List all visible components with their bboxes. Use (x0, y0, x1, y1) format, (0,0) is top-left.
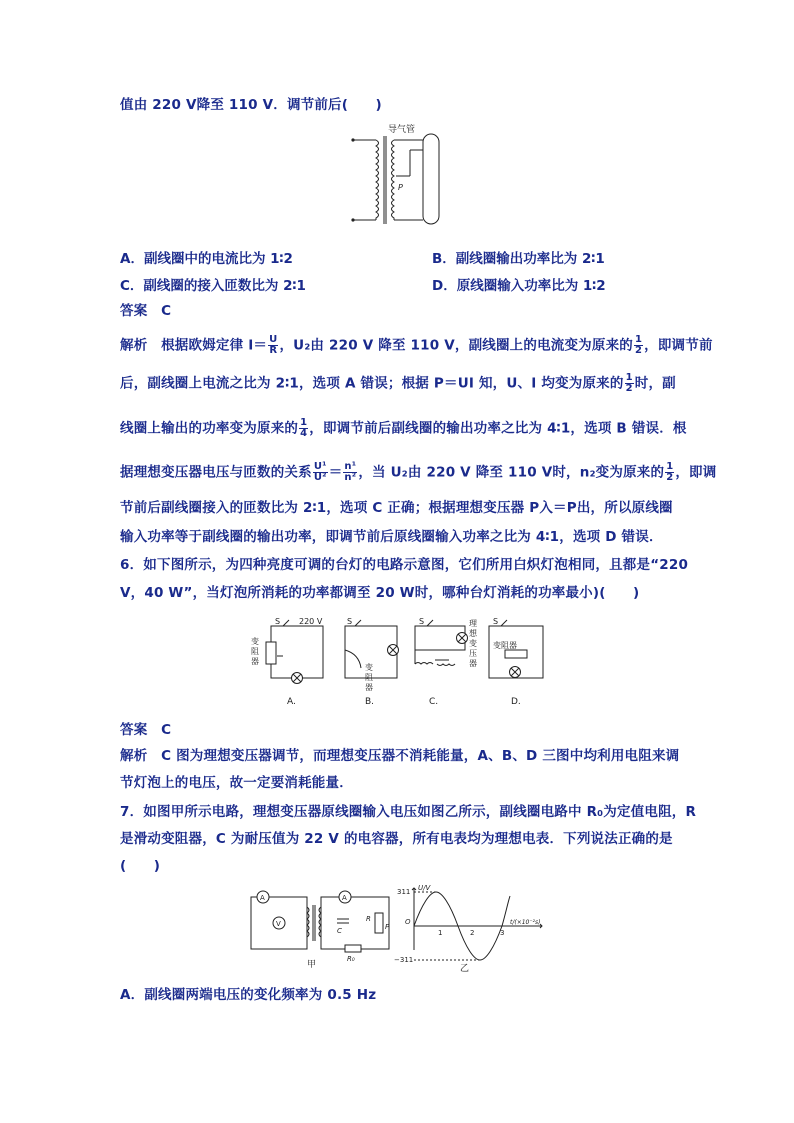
ammeter2-label: A (342, 894, 347, 902)
rheostat-d-label: 变阻器 (493, 641, 517, 650)
q6-lamp-circuits-figure (243, 612, 553, 710)
q5-analysis-line6: 输入功率等于副线圈的输出功率，即调节前后原线圈输入功率之比为 4∶1，选项 D 错误． (120, 529, 663, 545)
fig-c-label: C. (429, 697, 439, 707)
graph-xlabel: t/(×10⁻²s) (510, 919, 541, 926)
rheostat-a-label-2: 阻 (251, 647, 259, 656)
q6-analysis-line2: 节灯泡上的电压，故一定要消耗能量． (120, 775, 353, 791)
graph-ymax: 311 (397, 888, 411, 896)
fig-a-label: A. (287, 697, 296, 707)
q7-voltage-graph-yi (392, 882, 552, 972)
fig-b-label: B. (365, 697, 375, 707)
transformer-c-label-2: 想 (469, 629, 477, 638)
graph-ymin: −311 (394, 956, 414, 964)
q6-stem-line1: 6．如下图所示，为四种亮度可调的台灯的电路示意图，它们所用白炽灯泡相同，且都是“220 (120, 557, 689, 573)
fig-yi-label: 乙 (460, 964, 470, 972)
capacitor-label: C (337, 927, 342, 935)
rheostat-r-label: R (366, 915, 371, 923)
switch-a-label: S (275, 617, 281, 626)
q6-answer: 答案 C (120, 722, 172, 738)
q5-transformer-figure (348, 120, 448, 226)
rheostat-a-label-1: 变 (251, 637, 259, 646)
q7-stem-line3: ( ) (120, 858, 161, 874)
ammeter1-label: A (260, 894, 265, 902)
rheostat-b-label-1: 变 (365, 663, 373, 672)
q5-stem-tail: 值由 220 V降至 110 V．调节前后( ) (120, 97, 382, 113)
transformer-c-label-5: 器 (469, 659, 477, 668)
q5-option-a: A．副线圈中的电流比为 1∶2 (120, 251, 293, 267)
q5-answer: 答案 C (120, 303, 172, 319)
switch-c-label: S (419, 617, 425, 626)
rheostat-b-label-2: 阻 (365, 673, 373, 682)
q5-analysis-line5: 节前后副线圈接入的匝数比为 2∶1，选项 C 正确；根据理想变压器 P入＝P出，所以原线圈 (120, 500, 673, 516)
fig-d-label: D. (511, 697, 521, 707)
q7-stem-line2: 是滑动变阻器，C 为耐压值为 22 V 的电容器，所有电表均为理想电表．下列说法正确的是 (120, 831, 673, 847)
tube-label: 导气管 (388, 125, 416, 135)
transformer-c-label-1: 理 (469, 619, 477, 628)
transformer-c-label-4: 压 (469, 649, 477, 658)
q5-analysis-line2: 后，副线圈上电流之比为 2∶1，选项 A 错误；根据 P＝UI 知，U、I 均变为原来的 $\frac{1}{2}$ 时，副 (120, 372, 676, 394)
q5-analysis-line1: 解析 根据欧姆定律 I＝ $\frac{U}{R}$ ，U₂由 220 V 降至 110 V，副线圈上的电流变为原来的 $\frac{1}{2}$ ，即调节前 (120, 334, 713, 356)
q7-stem-line1: 7．如图甲所示电路，理想变压器原线圈输入电压如图乙所示，副线圈电路中 R₀为定值电阻，R (120, 804, 697, 820)
slider-p-label: P (398, 183, 403, 192)
q6-stem-line2: V，40 W”，当灯泡所消耗的功率都调至 20 W时，哪种台灯消耗的功率最小)( ) (120, 585, 640, 601)
q5-analysis-line3: 线圈上输出的功率变为原来的 $\frac{1}{4}$ ，即调节前后副线圈的输出功率之比为 4∶1，选项 B 错误．根 (120, 417, 687, 439)
slider-p-label: P (385, 923, 390, 931)
q5-option-b: B．副线圈输出功率比为 2∶1 (432, 251, 605, 267)
resistor-r0-label: R₀ (347, 955, 355, 963)
rheostat-a-label-3: 器 (251, 657, 259, 666)
graph-tick-3: 3 (500, 929, 505, 937)
voltage-label: 220 V (299, 617, 323, 626)
graph-ylabel: U/V (418, 884, 431, 892)
q5-analysis-line4: 据理想变压器电压与匝数的关系 $\frac{\text{U¹}}{\text{U²}}$ ＝ $\frac{\text{n¹}}{\text{n²}}$ ，当 U₂由 220 V 降至 110 V时，n₂变为原来的 $\frac{1}{2}$ ，即调 (120, 461, 717, 483)
switch-d-label: S (493, 617, 499, 626)
q5-option-c: C．副线圈的接入匝数比为 2∶1 (120, 278, 306, 294)
q7-option-a: A．副线圈两端电压的变化频率为 0.5 Hz (120, 987, 377, 1003)
rheostat-b-label-3: 器 (365, 683, 373, 692)
graph-origin: O (405, 918, 411, 926)
voltmeter-label: V (276, 920, 281, 928)
fig-jia-label: 甲 (307, 960, 317, 970)
q5-option-d: D．原线圈输入功率比为 1∶2 (432, 278, 606, 294)
q6-analysis-line1: 解析 C 图为理想变压器调节，而理想变压器不消耗能量，A、B、D 三图中均利用电阻来调 (120, 748, 680, 764)
graph-tick-2: 2 (470, 929, 475, 937)
switch-b-label: S (347, 617, 353, 626)
q7-circuit-jia (245, 885, 395, 970)
transformer-c-label-3: 变 (469, 639, 477, 648)
graph-tick-1: 1 (438, 929, 443, 937)
